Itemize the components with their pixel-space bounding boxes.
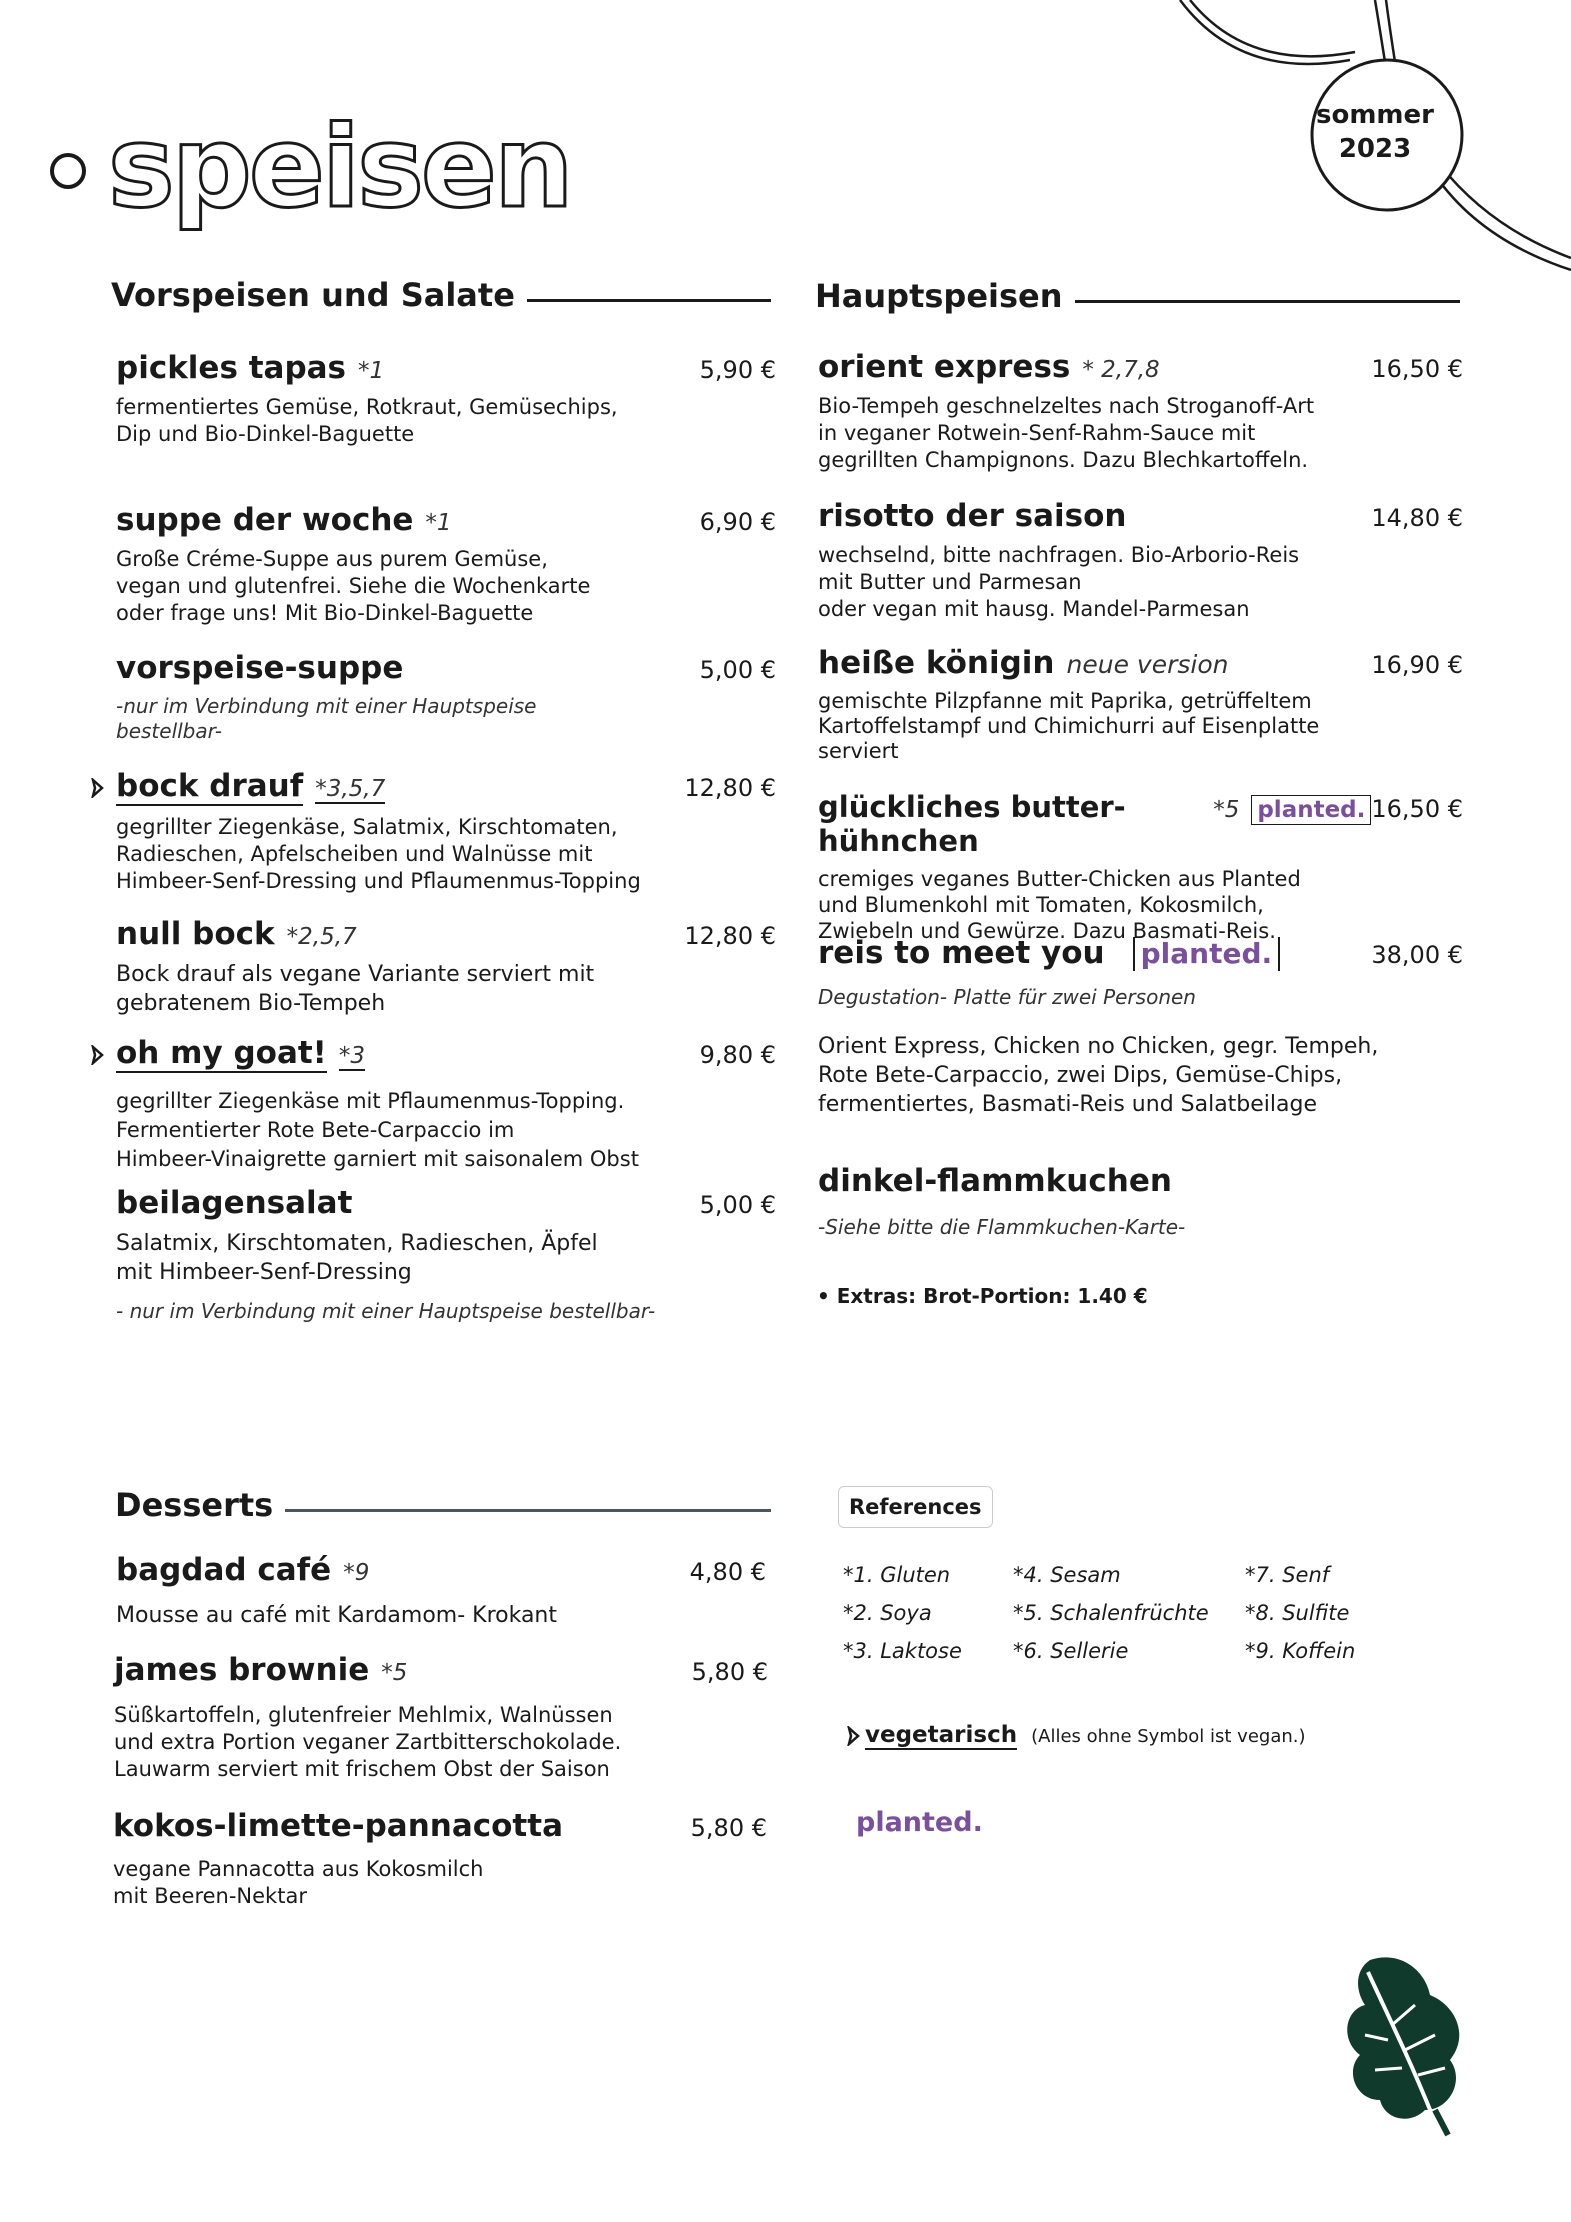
title-bullet-icon — [50, 153, 86, 189]
reference-item: *5. Schalenfrüchte — [1013, 1601, 1209, 1625]
reference-item: *6. Sellerie — [1013, 1639, 1129, 1663]
reference-item: *8. Sulfite — [1245, 1601, 1350, 1625]
item-description: Salatmix, Kirschtomaten, Radieschen, Äpfel mit Himbeer-Senf-Dressing — [116, 1231, 598, 1285]
item-price: 12,80 € — [684, 774, 776, 802]
item-price: 4,80 € — [689, 1558, 766, 1586]
item-description: cremiges veganes Butter-Chicken aus Planted und Blumenkohl mit Tomaten, Kokosmilch, Zwiebeln und Gewürze. Dazu Basmati-Reis. — [818, 867, 1301, 943]
item-description: gemischte Pilzpfanne mit Paprika, getrüffeltem Kartoffelstampf und Chimichurri auf Eisenplatte serviert — [818, 689, 1320, 763]
item-note: - nur im Verbindung mit einer Hauptspeise bestellbar- — [116, 1299, 656, 1323]
menu-item — [818, 498, 1463, 623]
menu-item — [116, 502, 776, 627]
leaf-icon — [1330, 1950, 1470, 2140]
item-note: -Siehe bitte die Flammkuchen-Karte- — [818, 1215, 1186, 1239]
item-price: 9,80 € — [699, 1041, 776, 1069]
menu-item — [116, 1035, 776, 1174]
item-price: 6,90 € — [699, 508, 776, 536]
item-price: 38,00 € — [1371, 941, 1463, 969]
item-price: 12,80 € — [684, 922, 776, 950]
item-description: gegrillter Ziegenkäse, Salatmix, Kirschtomaten, Radieschen, Apfelscheiben und Walnüsse mit Himbeer-Senf-Dressing und Pflaumenmus-Topping — [116, 815, 641, 893]
item-price: 14,80 € — [1371, 504, 1463, 532]
menu-item — [116, 650, 776, 744]
item-allergens: *2,5,7 — [286, 924, 357, 950]
item-description: fermentiertes Gemüse, Rotkraut, Gemüsechips, Dip und Bio-Dinkel-Baguette — [116, 395, 618, 446]
item-name: reis to meet you — [818, 935, 1105, 971]
item-price: 5,80 € — [690, 1814, 767, 1842]
item-name: kokos-limette-pannacotta — [113, 1808, 563, 1844]
section-heading-mains: Hauptspeisen — [815, 277, 1460, 315]
vegetarian-icon — [90, 778, 104, 798]
planted-badge: planted. — [1251, 795, 1371, 825]
page-title: speisen — [108, 103, 571, 233]
item-allergens: *1 — [358, 358, 385, 384]
item-note: Degustation- Platte für zwei Personen — [818, 985, 1196, 1009]
item-name: oh my goat! — [116, 1035, 327, 1071]
reference-item: *2. Soya — [843, 1601, 932, 1625]
item-description: vegane Pannacotta aus Kokosmilch mit Beeren-Nektar — [113, 1857, 484, 1908]
references-grid — [843, 1563, 1415, 1663]
item-name: vorspeise-suppe — [116, 650, 404, 686]
item-description: Mousse au café mit Kardamom- Krokant — [116, 1603, 557, 1628]
item-name: pickles tapas — [116, 350, 347, 386]
item-price: 5,90 € — [699, 356, 776, 384]
item-price: 16,50 € — [1371, 795, 1463, 823]
item-name: beilagensalat — [116, 1185, 353, 1221]
item-allergens: *9 — [343, 1560, 370, 1586]
item-allergens: *1 — [425, 510, 452, 536]
planted-logo: planted. — [856, 1807, 983, 1838]
reference-item: *1. Gluten — [843, 1563, 951, 1587]
item-description: gegrillter Ziegenkäse mit Pflaumenmus-Topping. Fermentierter Rote Bete-Carpaccio im Himbeer-Vinaigrette garniert mit saisonalem Obst — [116, 1089, 639, 1171]
item-description: Süßkartoffeln, glutenfreier Mehlmix, Walnüssen und extra Portion veganer Zartbitterschokolade. Lauwarm serviert mit frischem Obst der Saison — [114, 1703, 622, 1781]
item-allergens: *3 — [338, 1043, 365, 1069]
menu-item — [116, 768, 776, 895]
references-title: References — [838, 1486, 993, 1528]
item-allergens: *5 — [381, 1660, 408, 1686]
vegetarian-legend — [845, 1722, 1306, 1750]
item-description: wechselnd, bitte nachfragen. Bio-Arborio-Reis mit Butter und Parmesan oder vegan mit hausg. Mandel-Parmesan — [818, 543, 1300, 621]
menu-item — [116, 1185, 776, 1324]
season-year: 2023 — [1338, 134, 1412, 164]
planted-badge: planted. — [1133, 937, 1281, 971]
reference-item: *9. Koffein — [1245, 1639, 1356, 1663]
menu-item — [114, 1652, 768, 1783]
item-name: orient express — [818, 349, 1071, 385]
menu-item — [818, 349, 1463, 474]
menu-item — [113, 1808, 767, 1910]
section-heading-starters: Vorspeisen und Salate — [111, 276, 771, 314]
menu-item — [116, 1552, 766, 1629]
item-description: Bock drauf als vegane Variante serviert mit gebratenem Bio-Tempeh — [116, 962, 595, 1016]
item-allergens: neue version — [1066, 650, 1229, 679]
reference-item: *3. Laktose — [843, 1639, 962, 1663]
item-price: 5,00 € — [699, 656, 776, 684]
item-name: null bock — [116, 916, 275, 952]
item-allergens: *5 — [1213, 797, 1240, 823]
vegetarian-icon — [845, 1726, 861, 1746]
menu-item — [818, 790, 1463, 944]
item-price: 16,50 € — [1371, 355, 1463, 383]
item-name: bagdad café — [116, 1552, 332, 1588]
item-name: bock drauf — [116, 768, 304, 804]
menu-item — [818, 935, 1463, 1119]
item-price: 16,90 € — [1371, 651, 1463, 679]
menu-item — [818, 1163, 1463, 1240]
item-allergens: *3,5,7 — [315, 776, 386, 802]
item-price: 5,80 € — [691, 1658, 768, 1686]
item-description: Orient Express, Chicken no Chicken, gegr. Tempeh, Rote Bete-Carpaccio, zwei Dips, Gemüse-Chips, fermentiertes, Basmati-Reis und Salatbeilage — [818, 1034, 1379, 1117]
item-allergens: * 2,7,8 — [1082, 357, 1160, 383]
menu-item — [818, 645, 1463, 764]
item-name: risotto der saison — [818, 498, 1127, 534]
extras-note: • Extras: Brot-Portion: 1.40 € — [817, 1284, 1148, 1308]
menu-item — [116, 350, 776, 448]
item-name: glückliches butter-hühnchen — [818, 790, 1126, 858]
item-description: Bio-Tempeh geschnelzeltes nach Stroganoff-Art in veganer Rotwein-Senf-Rahm-Sauce mit gegrillten Champignons. Dazu Blechkartoffeln. — [818, 394, 1315, 472]
item-name: james brownie — [114, 1652, 370, 1688]
vegan-note: (Alles ohne Symbol ist vegan.) — [1031, 1726, 1306, 1747]
item-description: Große Créme-Suppe aus purem Gemüse, vegan und glutenfrei. Siehe die Wochenkarte oder frage uns! Mit Bio-Dinkel-Baguette — [116, 547, 591, 625]
reference-item: *4. Sesam — [1013, 1563, 1121, 1587]
season-label: sommer — [1316, 100, 1434, 130]
menu-item — [116, 916, 776, 1018]
item-name: dinkel-flammkuchen — [818, 1163, 1172, 1199]
item-name: heiße königin — [818, 645, 1055, 681]
item-price: 5,00 € — [699, 1191, 776, 1219]
section-heading-desserts: Desserts — [115, 1486, 771, 1524]
season-badge — [1305, 98, 1445, 166]
item-name: suppe der woche — [116, 502, 414, 538]
vegetarian-label: vegetarisch — [865, 1722, 1018, 1748]
vegetarian-icon — [90, 1045, 104, 1065]
reference-item: *7. Senf — [1245, 1563, 1330, 1587]
item-note: -nur im Verbindung mit einer Hauptspeise bestellbar- — [116, 694, 537, 743]
